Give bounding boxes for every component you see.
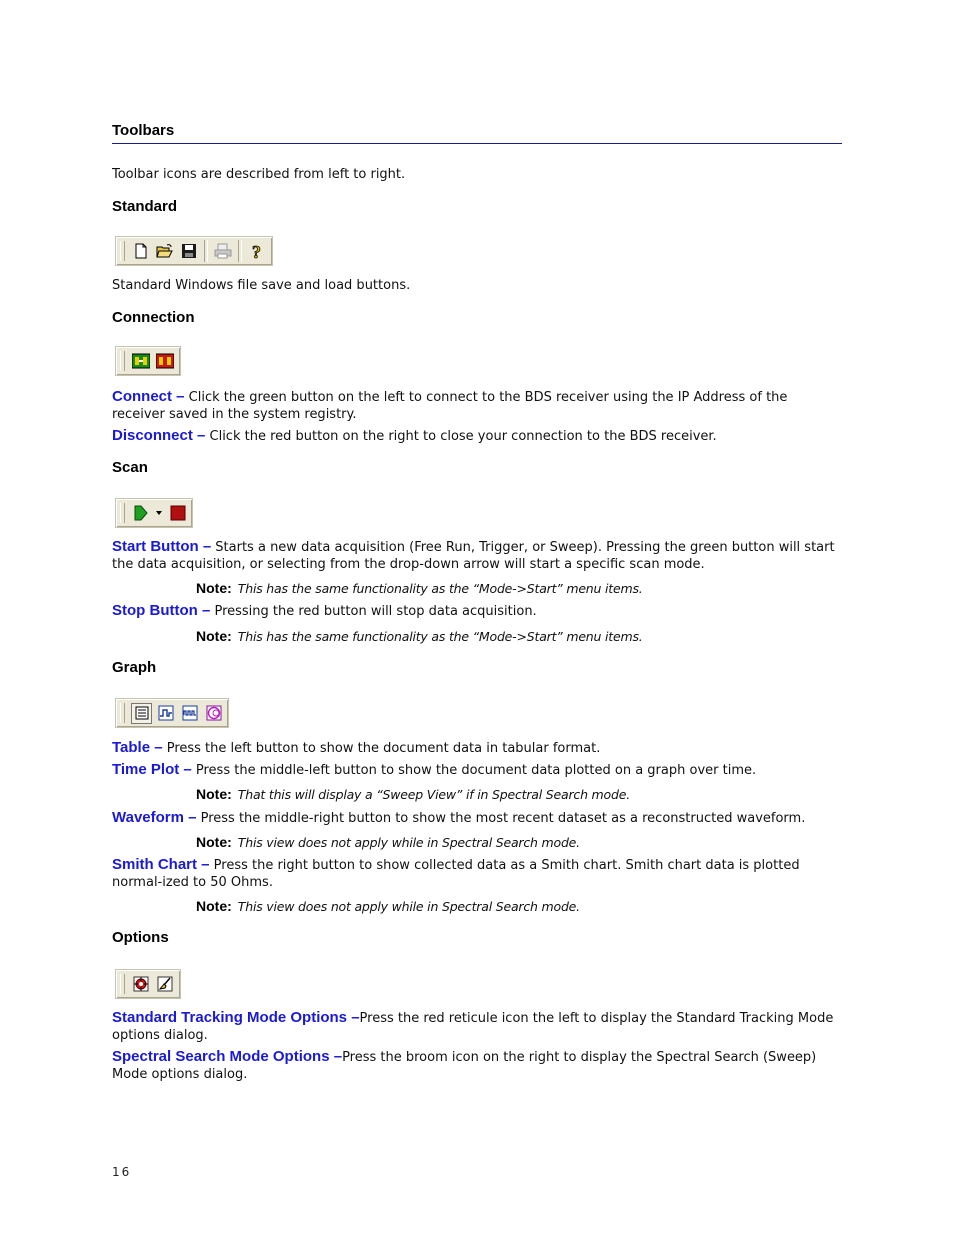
stm-item [112, 1009, 842, 1044]
help-icon[interactable] [247, 241, 267, 261]
timeplot-term: Time Plot – [112, 761, 192, 778]
note-label: Note: [196, 580, 232, 596]
disconnect-desc: Click the red button on the right to close your connection to the BDS receiver. [205, 429, 717, 444]
time-plot-icon[interactable] [156, 703, 176, 723]
toolbar-separator [204, 240, 208, 262]
graph-note-2 [196, 834, 580, 851]
standard-heading: Standard [112, 198, 178, 215]
start-desc: Starts a new data acquisition (Free Run, Trigger, or Sweep). Pressing the green button will start the data acquisition, or selecting from the drop-down arrow will start a specific scan mode. [112, 540, 835, 572]
note-label: Note: [196, 834, 232, 850]
table-item [112, 739, 842, 757]
waveform-item [112, 809, 842, 827]
note-text: That this will display a “Sweep View” if in Spectral Search mode. [237, 787, 630, 802]
svg-text:?: ? [252, 242, 261, 260]
disconnect-term: Disconnect – [112, 427, 206, 444]
stop-desc: Pressing the red button will stop data acquisition. [210, 604, 537, 619]
stop-icon[interactable] [168, 503, 188, 523]
table-desc: Press the left button to show the document data in tabular format. [162, 741, 601, 756]
scan-toolbar [115, 498, 193, 528]
broom-icon[interactable] [155, 974, 175, 994]
table-term: Table – [112, 739, 163, 756]
note-text: This has the same functionality as the “Mode->Start” menu items. [237, 629, 643, 644]
stop-term: Stop Button – [112, 602, 211, 619]
scan-note-2 [196, 628, 643, 645]
toolbar-grip [120, 974, 125, 994]
note-text: This view does not apply while in Spectral Search mode. [237, 899, 580, 914]
stop-item [112, 602, 842, 620]
timeplot-desc: Press the middle-left button to show the document data plotted on a graph over time. [191, 763, 757, 778]
graph-note-3 [196, 898, 580, 915]
start-item [112, 538, 842, 573]
print-icon[interactable] [213, 241, 233, 261]
graph-note-1 [196, 786, 630, 803]
toolbar-grip [120, 241, 125, 261]
connection-toolbar [115, 346, 181, 376]
scan-note-1 [196, 580, 643, 597]
stm-desc: Press the red reticule icon the left to display the Standard Tracking Mode options dialog. [112, 1011, 834, 1043]
connect-term: Connect – [112, 388, 185, 405]
note-label: Note: [196, 786, 232, 802]
dropdown-arrow-icon[interactable] [155, 503, 165, 523]
standard-toolbar [115, 236, 273, 266]
waveform-desc: Press the middle-right button to show the most recent dataset as a reconstructed waveform. [196, 811, 806, 826]
note-text: This view does not apply while in Spectral Search mode. [237, 835, 580, 850]
timeplot-item [112, 761, 842, 779]
reticule-icon[interactable] [131, 974, 151, 994]
toolbar-grip [120, 703, 125, 723]
page-title: Toolbars [112, 122, 175, 139]
connect-icon[interactable] [131, 351, 151, 371]
smith-item [112, 856, 842, 891]
options-heading: Options [112, 929, 169, 946]
page-number: 16 [112, 1165, 132, 1179]
smith-chart-icon[interactable] [204, 703, 224, 723]
ssm-term: Spectral Search Mode Options – [112, 1048, 343, 1065]
toolbar-grip [120, 351, 125, 371]
graph-toolbar [115, 698, 229, 728]
ssm-item [112, 1048, 842, 1083]
waveform-term: Waveform – [112, 809, 197, 826]
intro-text: Toolbar icons are described from left to right. [112, 167, 406, 182]
connection-heading: Connection [112, 309, 195, 326]
disconnect-item [112, 427, 842, 445]
note-label: Note: [196, 628, 232, 644]
ssm-desc: Press the broom icon on the right to display the Spectral Search (Sweep) Mode options dialog. [112, 1050, 817, 1082]
scan-heading: Scan [112, 459, 148, 476]
graph-heading: Graph [112, 659, 157, 676]
note-text: This has the same functionality as the “Mode->Start” menu items. [237, 581, 643, 596]
connect-item [112, 388, 842, 423]
save-disk-icon[interactable] [179, 241, 199, 261]
waveform-icon[interactable] [180, 703, 200, 723]
standard-desc: Standard Windows file save and load buttons. [112, 278, 411, 293]
new-document-icon[interactable] [131, 241, 151, 261]
stm-term: Standard Tracking Mode Options – [112, 1009, 360, 1026]
start-term: Start Button – [112, 538, 212, 555]
title-rule [112, 143, 842, 144]
disconnect-icon[interactable] [155, 351, 175, 371]
smith-term: Smith Chart – [112, 856, 210, 873]
table-icon[interactable] [131, 703, 152, 724]
toolbar-grip [120, 503, 125, 523]
toolbar-separator [238, 240, 242, 262]
options-toolbar [115, 969, 181, 999]
note-label: Note: [196, 898, 232, 914]
smith-desc: Press the right button to show collected data as a Smith chart. Smith chart data is plotted normal-ized to 50 Ohms. [112, 858, 800, 890]
start-icon[interactable] [131, 503, 151, 523]
open-folder-icon[interactable] [155, 241, 175, 261]
connect-desc: Click the green button on the left to connect to the BDS receiver using the IP Address of the receiver saved in the system registry. [112, 390, 788, 422]
